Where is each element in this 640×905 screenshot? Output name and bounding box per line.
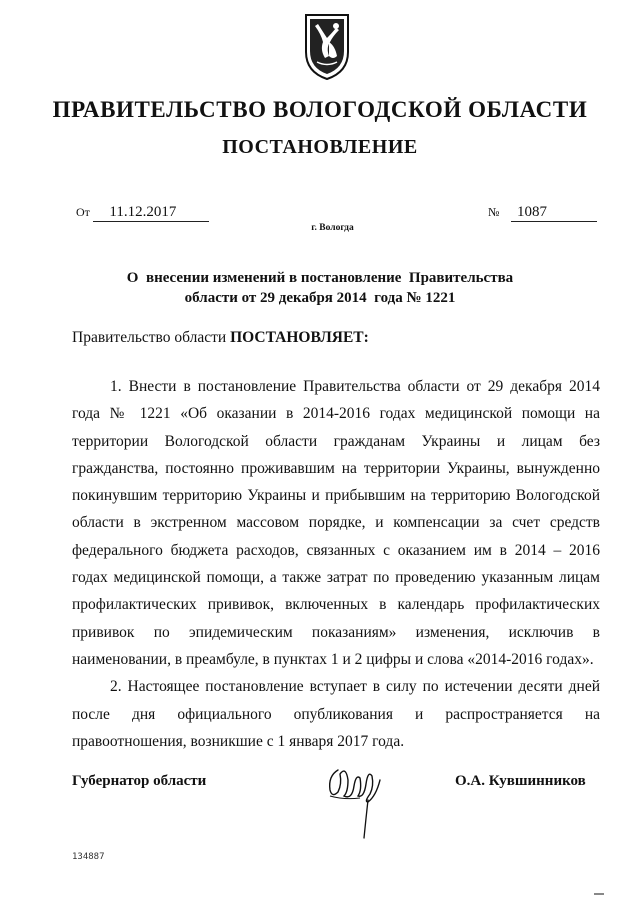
number-label: № bbox=[488, 205, 500, 219]
document-type: ПОСТАНОВЛЕНИЕ bbox=[222, 136, 418, 158]
document-subject bbox=[0, 268, 640, 308]
document-code: 134887 bbox=[72, 852, 105, 862]
city: г. Вологда bbox=[311, 223, 354, 233]
paragraph-2: 2. Настоящее постановление вступает в силу по истечении десяти дней после дня официального опубликования и распространяется на правоотношения, возникшие с 1 января 2017 года. bbox=[72, 678, 600, 750]
decree-prefix: Правительство области bbox=[72, 329, 231, 346]
handwritten-signature-icon bbox=[324, 756, 386, 846]
scan-mark bbox=[594, 893, 604, 895]
subject-line-2: области от 29 декабря 2014 года № 1221 bbox=[184, 290, 456, 306]
coat-of-arms-icon bbox=[303, 12, 351, 82]
subject-line-1: О внесении изменений в постановление Правительства bbox=[126, 270, 514, 286]
signatory-name: О.А. Кувшинников bbox=[455, 773, 586, 789]
decree-verb: ПОСТАНОВЛЯЕТ: bbox=[230, 329, 369, 346]
document-body bbox=[72, 373, 600, 755]
date-value: 11.12.2017 bbox=[93, 204, 209, 222]
number-value: 1087 bbox=[511, 204, 597, 222]
date-label: От bbox=[76, 205, 90, 219]
decree-statement bbox=[72, 329, 369, 347]
paragraph-1: 1. Внести в постановление Правительства области от 29 декабря 2014 года № 1221 «Об оказании в 2014-2016 годах медицинской помощи на территории Вологодской области гражданам Украины и лицам без гражданства, постоянно проживавшим на территории Украины, вынужденно покинувшим территорию Украины и прибывшим на территорию Вологодской области в экстренном массовом порядке, и компенсации за счет средств федерального бюджета расходов, связанных с оказанием им в 2014 – 2016 годах медицинской помощи, а также затрат по проведению указанным лицам профилактических прививок, включенных в календарь профилактических прививок по эпидемическим показаниям» изменения, исключив в наименовании, в преамбуле, в пунктах 1 и 2 цифры и слова «2014-2016 годах». bbox=[72, 378, 600, 668]
document-date bbox=[76, 204, 209, 222]
signatory-role: Губернатор области bbox=[72, 773, 207, 789]
document-number bbox=[488, 204, 597, 222]
organization-title: ПРАВИТЕЛЬСТВО ВОЛОГОДСКОЙ ОБЛАСТИ bbox=[52, 97, 588, 122]
